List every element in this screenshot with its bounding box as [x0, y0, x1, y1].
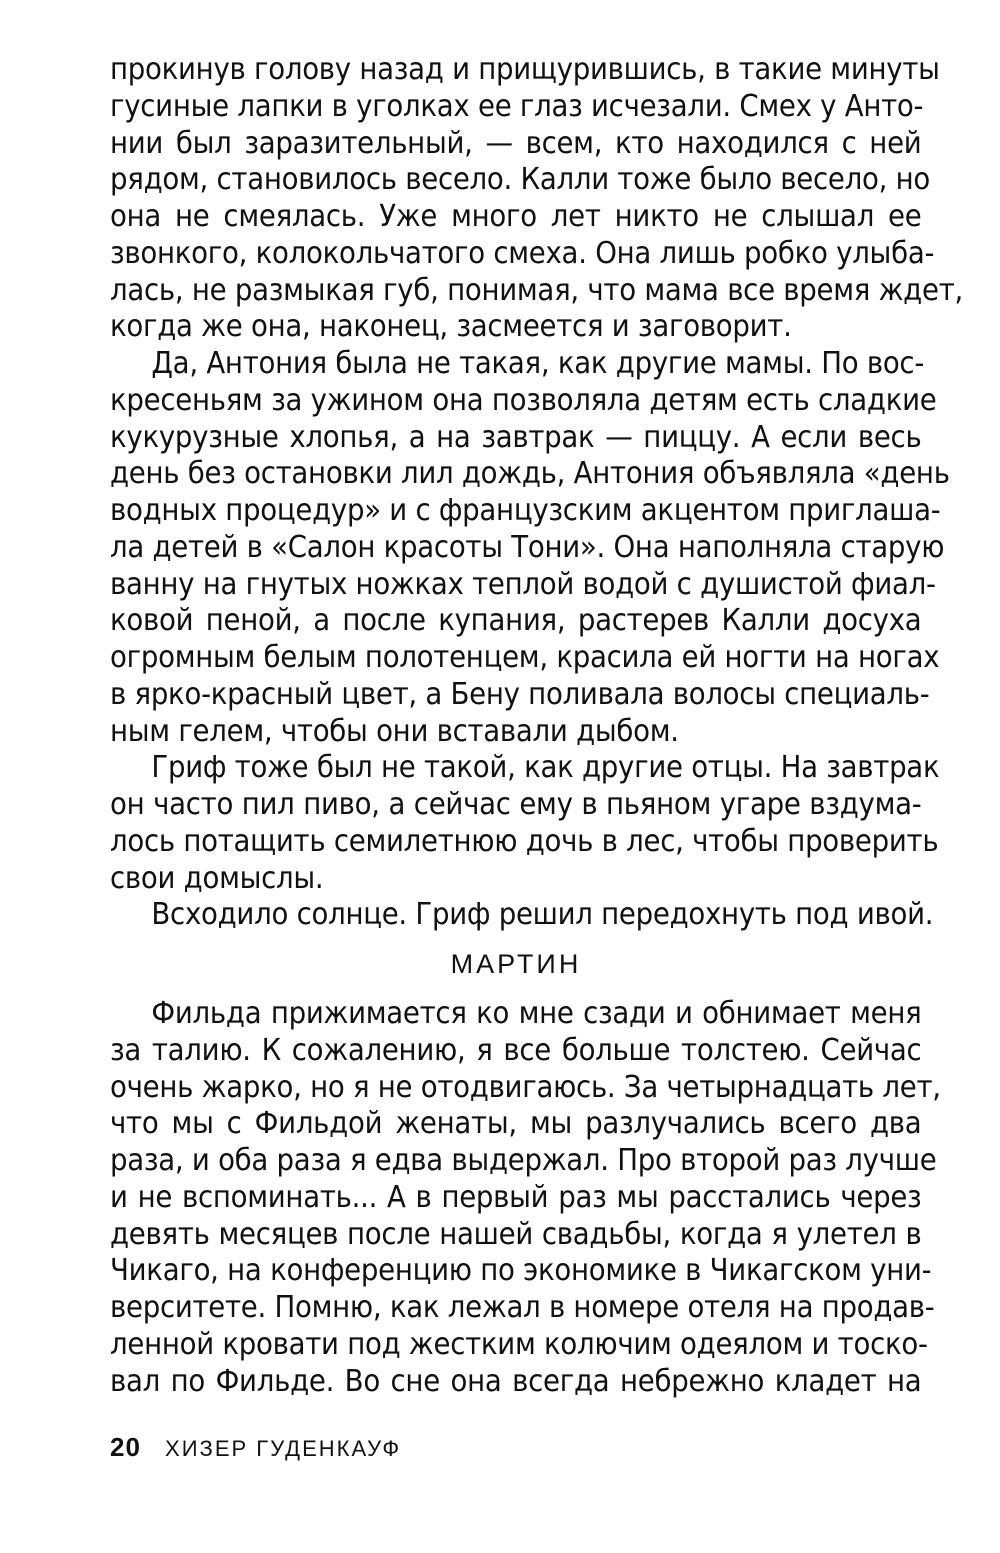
- paragraph: [110, 750, 940, 897]
- text-line: день без остановки лил дождь, Антония объявляла «день: [110, 456, 950, 492]
- text-line: кресеньям за ужином она позволяла детям есть сладкие: [110, 382, 937, 418]
- text-line: звонкого, колокольчатого смеха. Она лишь робко улыба-: [110, 235, 935, 271]
- text-line: рядом, становилось весело. Калли тоже было весело, но: [110, 162, 930, 198]
- paragraph: [110, 996, 941, 1400]
- text-line: кукурузные хлопья, а на завтрак — пиццу. А если весь: [110, 419, 922, 455]
- text-line: свои домыслы.: [110, 860, 324, 896]
- text-line: что мы с Фильдой женаты, мы разлучались всего два: [110, 1106, 922, 1142]
- text-line: Фильда прижимается ко мне сзади и обнимает меня: [151, 996, 922, 1031]
- text-line: вал по Фильде. Во сне она всегда небрежно кладет на: [110, 1363, 922, 1399]
- paragraph: [110, 897, 934, 934]
- text-line: нии был заразительный, — всем, кто находился с ней: [110, 125, 922, 161]
- text-line: за талию. К сожалению, я все больше толстею. Сейчас: [110, 1032, 922, 1068]
- text-line: прокинув голову назад и прищурившись, в такие минуты: [110, 52, 940, 87]
- text-line: лась, не размыкая губ, понимая, что мама все время ждет,: [110, 272, 963, 308]
- text-line: ленной кровати под жестким колючим одеялом и тоско-: [110, 1326, 928, 1362]
- text-line: Чикаго, на конференцию по экономике в Чикагском уни-: [110, 1253, 932, 1289]
- paragraph: [110, 346, 950, 750]
- text-line: лось потащить семилетнюю дочь в лес, чтобы проверить: [110, 823, 939, 859]
- text-line: Да, Антония была не такая, как другие мамы. По вос-: [151, 346, 925, 381]
- text-line: ковой пеной, а после купания, растерев Калли досуха: [110, 603, 922, 639]
- text-line: верситете. Помню, как лежал в номере отеля на продав-: [110, 1290, 935, 1325]
- section-heading: МАРТИН: [450, 949, 582, 979]
- paragraph: [110, 52, 963, 346]
- text-line: девять месяцев после нашей свадьбы, когда я улетел в: [110, 1216, 922, 1252]
- page-body: [110, 52, 963, 1400]
- text-line: раза, и оба раза я едва выдержал. Про второй раз лучше: [110, 1143, 937, 1178]
- text-line: ла детей в «Салон красоты Тони». Она наполняла старую: [110, 529, 945, 565]
- text-line: очень жарко, но я не отодвигаюсь. За четырнадцать лет,: [110, 1069, 941, 1105]
- text-line: он часто пил пиво, а сейчас ему в пьяном угаре вздума-: [110, 787, 922, 822]
- page-number: 20: [110, 1432, 141, 1462]
- text-line: огромным белым полотенцем, красила ей ногти на ногах: [110, 640, 940, 675]
- text-line: ным гелем, чтобы они вставали дыбом.: [110, 713, 679, 749]
- text-line: и не вспоминать... А в первый раз мы расстались через: [110, 1179, 922, 1215]
- text-line: водных процедур» и с французским акцентом приглаша-: [110, 493, 941, 528]
- text-line: Гриф тоже был не такой, как другие отцы. На завтрак: [151, 750, 940, 786]
- text-line: когда же она, наконец, засмеется и заговорит.: [110, 309, 792, 345]
- text-line: Всходило солнце. Гриф решил передохнуть под ивой.: [151, 897, 934, 933]
- text-line: в ярко-красный цвет, а Бену поливала волосы специаль-: [110, 676, 930, 712]
- text-line: ванну на гнутых ножках теплой водой с душистой фиал-: [110, 566, 936, 602]
- running-footer-author: ХИЗЕР ГУДЕНКАУФ: [165, 1436, 402, 1461]
- page-footer: [110, 1432, 401, 1463]
- text-line: гусиные лапки в уголках ее глаз исчезали. Смех у Анто-: [110, 88, 924, 124]
- text-line: она не смеялась. Уже много лет никто не слышал ее: [110, 199, 922, 234]
